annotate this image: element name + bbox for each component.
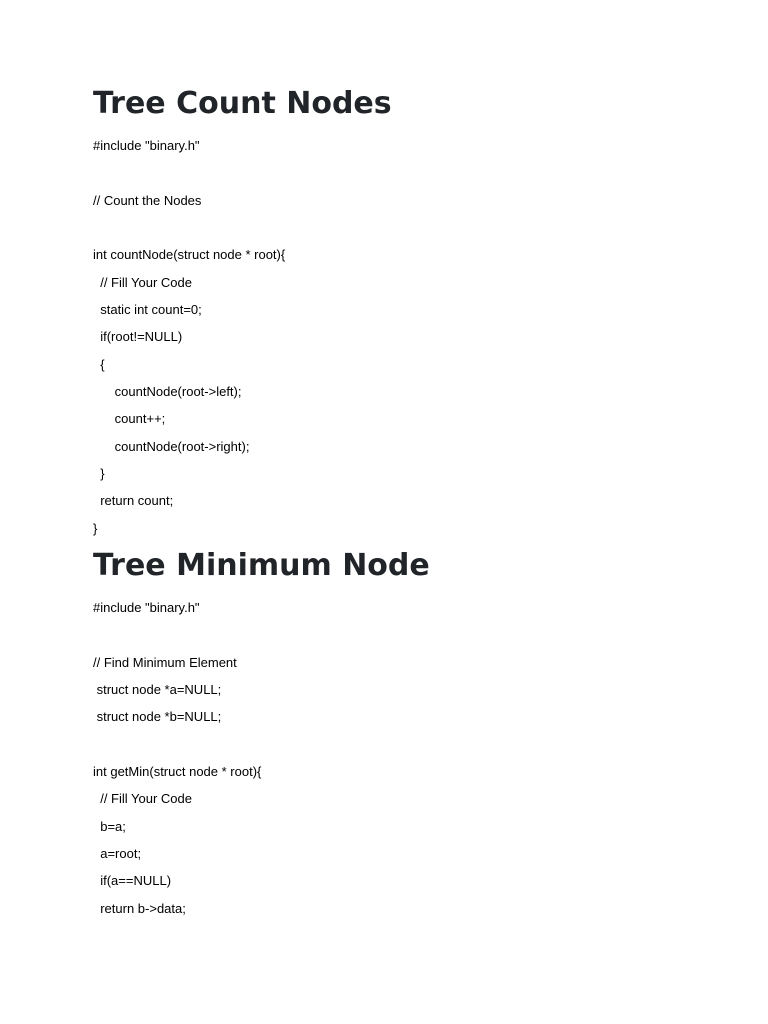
code-line: struct node *a=NULL; xyxy=(93,682,222,698)
code-line: b=a; xyxy=(93,818,126,834)
code-line: return count; xyxy=(93,493,174,509)
code-line: return b->data; xyxy=(93,900,186,916)
code-line: // Fill Your Code xyxy=(93,791,192,807)
code-line: countNode(root->left); xyxy=(93,384,242,400)
code-line: // Fill Your Code xyxy=(93,274,192,290)
code-line: int countNode(struct node * root){ xyxy=(93,247,286,263)
code-line: #include "binary.h" xyxy=(93,600,200,615)
code-line xyxy=(93,165,285,181)
code-line: int getMin(struct node * root){ xyxy=(93,764,262,780)
code-line: { xyxy=(93,356,105,372)
code-line: a=root; xyxy=(93,846,142,862)
code-line: if(root!=NULL) xyxy=(93,329,183,345)
code-block-minimum-node xyxy=(93,600,261,928)
code-line xyxy=(93,220,285,236)
code-line: countNode(root->right); xyxy=(93,438,250,454)
code-line xyxy=(93,627,261,643)
code-line: #include "binary.h" xyxy=(93,138,200,153)
code-line: if(a==NULL) xyxy=(93,873,172,889)
code-line xyxy=(93,737,261,753)
code-line: struct node *b=NULL; xyxy=(93,709,222,725)
code-line: } xyxy=(93,466,105,482)
code-line: } xyxy=(93,520,98,536)
code-block-count-nodes xyxy=(93,138,285,548)
code-line: // Find Minimum Element xyxy=(93,654,237,670)
section-title-minimum-node: Tree Minimum Node xyxy=(93,548,430,583)
code-line: static int count=0; xyxy=(93,302,202,318)
section-title-count-nodes: Tree Count Nodes xyxy=(93,86,392,121)
code-line: // Count the Nodes xyxy=(93,192,202,208)
code-line: count++; xyxy=(93,411,166,427)
